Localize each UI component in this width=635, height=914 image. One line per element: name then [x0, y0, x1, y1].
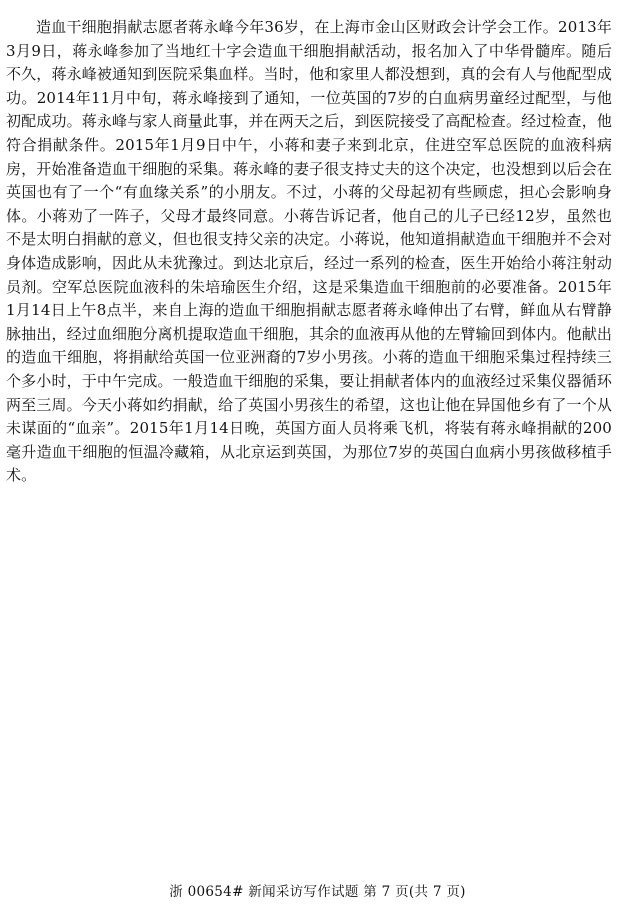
article-paragraph: 造血干细胞捐献志愿者蒋永峰今年36岁，在上海市金山区财政会计学会工作。2013年3月9日，蒋永峰参加了当地红十字会造血干细胞捐献活动，报名加入了中华骨髓库。随后不久，蒋永峰被通知到医院采集血样。当时，他和家里人都没想到，真的会有人与他配型成功。2014年11月中旬，蒋永峰接到了通知，一位英国的7岁的白血病男童经过配型，与他初配成功。蒋永峰与家人商量此事，并在两天之后，到医院接受了高配检查。经过检查，他符合捐献条件。2015年1月9日中午，小蒋和妻子来到北京，住进空军总医院的血液科病房，开始准备造血干细胞的采集。蒋永峰的妻子很支持丈夫的这个决定，也没想到以后会在英国也有了一个“有血缘关系”的小朋友。不过，小蒋的父母起初有些顾虑，担心会影响身体。小蒋劝了一阵子，父母才最终同意。小蒋告诉记者，他自己的儿子已经12岁，虽然也不是太明白捐献的意义，但也很支持父亲的决定。小蒋说，他知道捐献造血干细胞并不会对身体造成影响，因此从未犹豫过。到达北京后，经过一系列的检查，医生开始给小蒋注射动员剂。空军总医院血液科的朱培瑜医生介绍，这是采集造血干细胞前的必要准备。2015年1月14日上午8点半，来自上海的造血干细胞捐献志愿者蒋永峰伸出了右臂，鲜血从右臂静脉抽出，经过血细胞分离机提取造血干细胞，其余的血液再从他的左臂输回到体内。他献出的造血干细胞，将捐献给英国一位亚洲裔的7岁小男孩。小蒋的造血干细胞采集过程持续三个多小时，于中午完成。一般造血干细胞的采集，要让捐献者体内的血液经过采集仪器循环两至三周。今天小蒋如约捐献，给了英国小男孩生的希望，这也让他在异国他乡有了一个从未谋面的“血亲”。2015年1月14日晚，英国方面人员将乘飞机，将装有蒋永峰捐献的200毫升造血干细胞的恒温冷藏箱，从北京运到英国，为那位7岁的英国白血病小男孩做移植手术。	[6, 18, 613, 485]
page-footer: 浙 00654# 新闻采访写作试题 第 7 页(共 7 页)	[169, 884, 466, 900]
